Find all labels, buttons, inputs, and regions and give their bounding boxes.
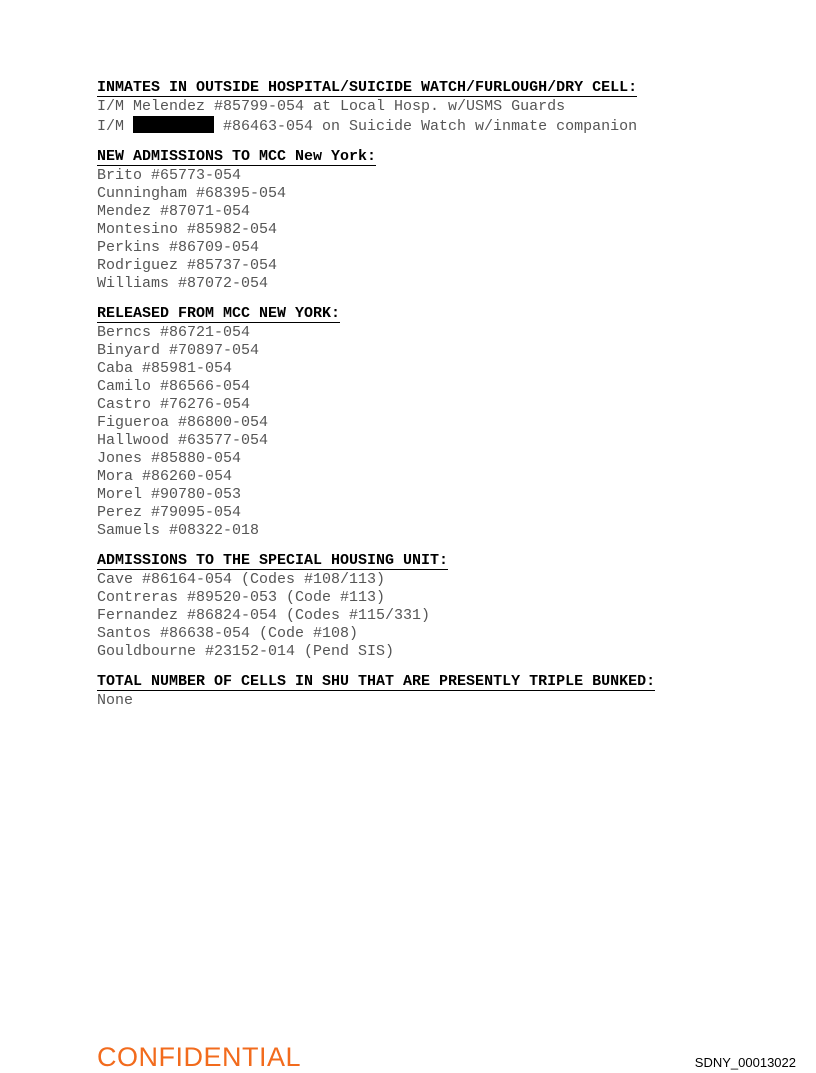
released-entry: Binyard #70897-054: [97, 342, 260, 359]
admission-entry: Brito #65773-054: [97, 167, 242, 184]
released-entry: Perez #79095-054: [97, 504, 242, 521]
new-admissions-section: [97, 148, 737, 293]
shu-admission-entry: Gouldbourne #23152-014 (Pend SIS): [97, 643, 395, 660]
released-entry: Camilo #86566-054: [97, 378, 251, 395]
shu-admission-entry: Santos #86638-054 (Code #108): [97, 625, 359, 642]
confidential-stamp: CONFIDENTIAL: [97, 1042, 302, 1072]
admission-entry: Rodriguez #85737-054: [97, 257, 278, 274]
redaction-box: [133, 116, 214, 133]
released-entry: Caba #85981-054: [97, 360, 233, 377]
outside-hospital-line-2: [97, 116, 737, 136]
triple-bunked-heading: TOTAL NUMBER OF CELLS IN SHU THAT ARE PRESENTLY TRIPLE BUNKED:: [97, 673, 656, 690]
released-entry: Castro #76276-054: [97, 396, 251, 413]
released-entry: Mora #86260-054: [97, 468, 233, 485]
admission-entry: Montesino #85982-054: [97, 221, 278, 238]
admission-entry: Mendez #87071-054: [97, 203, 251, 220]
shu-admissions-heading: ADMISSIONS TO THE SPECIAL HOUSING UNIT:: [97, 552, 449, 569]
triple-bunked-section: [97, 673, 737, 710]
released-heading: RELEASED FROM MCC NEW YORK:: [97, 305, 341, 322]
outside-hospital-line-2-prefix: I/M: [97, 118, 125, 135]
released-list: [97, 324, 737, 540]
bates-number: SDNY_00013022: [694, 1055, 796, 1070]
outside-hospital-line-2-suffix: #86463-054 on Suicide Watch w/inmate companion: [223, 118, 638, 135]
admission-entry: Perkins #86709-054: [97, 239, 260, 256]
new-admissions-list: [97, 167, 737, 293]
document-page: [97, 79, 737, 710]
outside-hospital-section: [97, 79, 737, 136]
shu-admission-entry: Contreras #89520-053 (Code #113): [97, 589, 386, 606]
released-entry: Hallwood #63577-054: [97, 432, 269, 449]
released-entry: Berncs #86721-054: [97, 324, 251, 341]
outside-hospital-line-1: I/M Melendez #85799-054 at Local Hosp. w/USMS Guards: [97, 98, 566, 115]
admission-entry: Cunningham #68395-054: [97, 185, 287, 202]
released-entry: Morel #90780-053: [97, 486, 242, 503]
shu-admissions-list: [97, 571, 737, 661]
released-entry: Samuels #08322-018: [97, 522, 260, 539]
released-section: [97, 305, 737, 540]
triple-bunked-value: None: [97, 692, 134, 709]
shu-admission-entry: Cave #86164-054 (Codes #108/113): [97, 571, 386, 588]
shu-admissions-section: [97, 552, 737, 661]
admission-entry: Williams #87072-054: [97, 275, 269, 292]
new-admissions-heading: NEW ADMISSIONS TO MCC New York:: [97, 148, 377, 165]
shu-admission-entry: Fernandez #86824-054 (Codes #115/331): [97, 607, 431, 624]
released-entry: Jones #85880-054: [97, 450, 242, 467]
released-entry: Figueroa #86800-054: [97, 414, 269, 431]
outside-hospital-heading: INMATES IN OUTSIDE HOSPITAL/SUICIDE WATCH/FURLOUGH/DRY CELL:: [97, 79, 638, 96]
